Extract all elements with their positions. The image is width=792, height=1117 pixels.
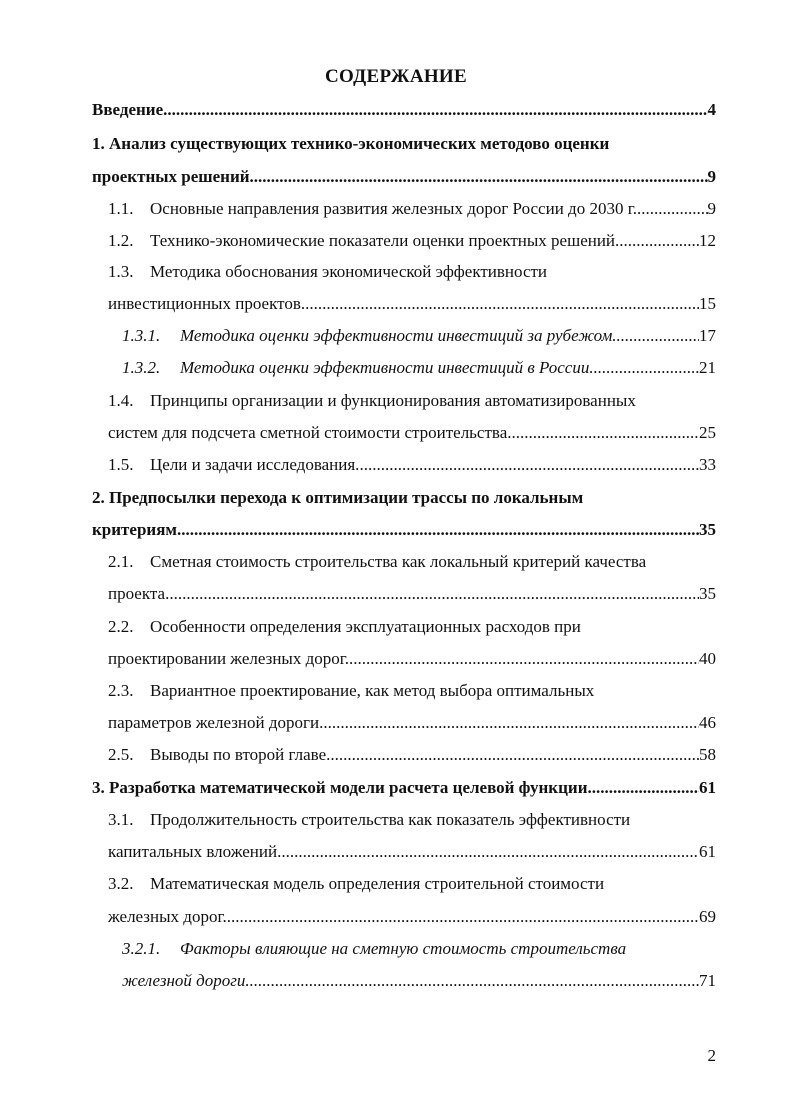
toc-entry-text: Особенности определения эксплуатационных расходов при (150, 617, 581, 636)
toc-entry-number: 1.3. (108, 262, 134, 281)
toc-entry-1-2[interactable] (108, 227, 716, 255)
toc-entry-text: 3. Разработка математической модели расчета целевой функции (92, 778, 588, 797)
toc-entry-text: Сметная стоимость строительства как локальный критерий качества (150, 552, 647, 571)
toc-entry-page: 25 (699, 423, 716, 442)
toc-entry-page: 46 (699, 713, 716, 732)
toc-entry-number: 1.3.2. (122, 358, 161, 377)
toc-entry-number: 1.1. (108, 199, 134, 218)
toc-entry-number: 3.2.1. (122, 939, 161, 958)
toc-entry-page: 21 (699, 358, 716, 377)
toc-entry-2-3[interactable] (108, 677, 716, 705)
toc-entry-number: 2.1. (108, 552, 134, 571)
toc-leader-dots (588, 774, 700, 802)
toc-entry-1-4[interactable] (108, 387, 716, 415)
toc-entry-text: Математическая модель определения строительной стоимости (150, 874, 605, 893)
toc-entry-number: 1.5. (108, 455, 134, 474)
toc-entry-3-1[interactable] (108, 806, 716, 834)
toc-entry-chapter-3[interactable] (92, 774, 716, 802)
toc-entry-text: параметров железной дороги. (108, 713, 324, 732)
toc-title: СОДЕРЖАНИЕ (325, 66, 467, 87)
toc-entry-page: 61 (699, 842, 716, 861)
toc-entry-text: Вариантное проектирование, как метод выбора оптимальных (150, 681, 595, 700)
toc-entry-text: критериям. (92, 520, 182, 539)
toc-leader-dots (507, 419, 699, 447)
toc-entry-text: проекта. (108, 584, 170, 603)
toc-entry-number: 1.4. (108, 391, 134, 410)
toc-entry-text: капитальных вложений. (108, 842, 282, 861)
toc-leader-dots (181, 516, 699, 544)
toc-entry-3-2-1[interactable] (122, 935, 716, 963)
toc-entry-2-1-cont[interactable] (108, 580, 716, 608)
toc-entry-text: Цели и задачи исследования. (150, 455, 360, 474)
toc-entry-page: 40 (699, 649, 716, 668)
toc-entry-2-2[interactable] (108, 613, 716, 641)
toc-entry-text: 1. Анализ существующих технико-экономических методово оценки (92, 134, 610, 153)
toc-entry-1-5[interactable] (108, 451, 716, 479)
toc-leader-dots (169, 580, 699, 608)
toc-entry-number: 2.3. (108, 681, 134, 700)
toc-entry-text: Технико-экономические показатели оценки проектных решений. (150, 231, 620, 250)
toc-entry-2-3-cont[interactable] (108, 709, 716, 737)
toc-entry-text: Методика обоснования экономической эффективности (150, 262, 548, 281)
toc-leader-dots (359, 451, 699, 479)
toc-entry-text: 2. Предпосылки перехода к оптимизации трассы по локальным (92, 488, 584, 507)
toc-entry-3-2[interactable] (108, 870, 716, 898)
toc-entry-3-2-cont[interactable] (108, 903, 716, 931)
toc-leader-dots (254, 163, 708, 191)
toc-entry-text: проектных решений. (92, 167, 254, 186)
toc-entry-text: Основные направления развития железных дорог России до 2030 г. (150, 199, 638, 218)
toc-entry-page: 58 (699, 745, 716, 764)
toc-entry-2-5[interactable] (108, 741, 716, 769)
toc-entry-page: 12 (699, 231, 716, 250)
toc-entry-page: 71 (699, 971, 716, 990)
toc-entry-page: 35 (699, 520, 716, 539)
toc-entry-text: железной дороги. (122, 971, 250, 990)
toc-entry-3-2-1-cont[interactable] (122, 967, 716, 995)
toc-entry-text: железных дорог. (108, 907, 227, 926)
toc-entry-page: 4 (707, 100, 716, 119)
toc-entry-introduction[interactable] (92, 96, 716, 124)
toc-leader-dots (163, 96, 707, 124)
toc-entry-page: 61 (699, 778, 716, 797)
toc-entry-text: проектировании железных дорог. (108, 649, 350, 668)
toc-entry-2-1[interactable] (108, 548, 716, 576)
toc-leader-dots (594, 354, 699, 382)
toc-entry-2-2-cont[interactable] (108, 645, 716, 673)
toc-entry-text: Методика оценки эффективности инвестиций за рубежом. (180, 326, 617, 345)
toc-entry-text: Принципы организации и функционирования автоматизированных (150, 391, 636, 410)
toc-leader-dots (227, 903, 699, 931)
toc-entry-number: 3.1. (108, 810, 134, 829)
toc-entry-page: 15 (699, 294, 716, 313)
toc-entry-1-3-cont[interactable] (108, 290, 716, 318)
toc-entry-text: Методика оценки эффективности инвестиций в России. (180, 358, 594, 377)
toc-leader-dots (349, 645, 699, 673)
toc-entry-number: 1.2. (108, 231, 134, 250)
toc-leader-dots (323, 709, 699, 737)
toc-entry-text: Введение (92, 100, 164, 119)
toc-entry-chapter-2[interactable] (92, 484, 716, 512)
toc-entry-3-1-cont[interactable] (108, 838, 716, 866)
toc-entry-1-3-1[interactable] (122, 322, 716, 350)
toc-entry-text: систем для подсчета сметной стоимости строительства (108, 423, 508, 442)
toc-leader-dots (301, 290, 699, 318)
toc-leader-dots (617, 322, 699, 350)
toc-entry-page: 9 (707, 167, 716, 186)
toc-entry-number: 2.2. (108, 617, 134, 636)
toc-entry-page: 33 (699, 455, 716, 474)
page-number: 2 (707, 1046, 716, 1065)
toc-leader-dots (637, 195, 707, 223)
toc-entry-page: 35 (699, 584, 716, 603)
toc-entry-page: 9 (707, 199, 716, 218)
toc-entry-text: Выводы по второй главе. (150, 745, 331, 764)
toc-entry-chapter-1-cont[interactable] (92, 163, 716, 191)
toc-entry-text: Продолжительность строительства как показатель эффективности (150, 810, 631, 829)
toc-leader-dots (250, 967, 699, 995)
toc-entry-1-3-2[interactable] (122, 354, 716, 382)
toc-entry-chapter-2-cont[interactable] (92, 516, 716, 544)
toc-entry-number: 2.5. (108, 745, 134, 764)
toc-entry-1-1[interactable] (108, 195, 716, 223)
toc-entry-text: Факторы влияющие на сметную стоимость строительства (180, 939, 627, 958)
toc-entry-number: 1.3.1. (122, 326, 161, 345)
toc-entry-1-3[interactable] (108, 258, 716, 286)
toc-entry-text: инвестиционных проектов (108, 294, 301, 313)
toc-leader-dots (281, 838, 699, 866)
toc-entry-1-4-cont[interactable] (108, 419, 716, 447)
toc-leader-dots (330, 741, 699, 769)
toc-entry-number: 3.2. (108, 874, 134, 893)
toc-entry-page: 17 (699, 326, 716, 345)
toc-entry-chapter-1[interactable] (92, 130, 716, 158)
toc-leader-dots (619, 227, 699, 255)
toc-entry-page: 69 (699, 907, 716, 926)
